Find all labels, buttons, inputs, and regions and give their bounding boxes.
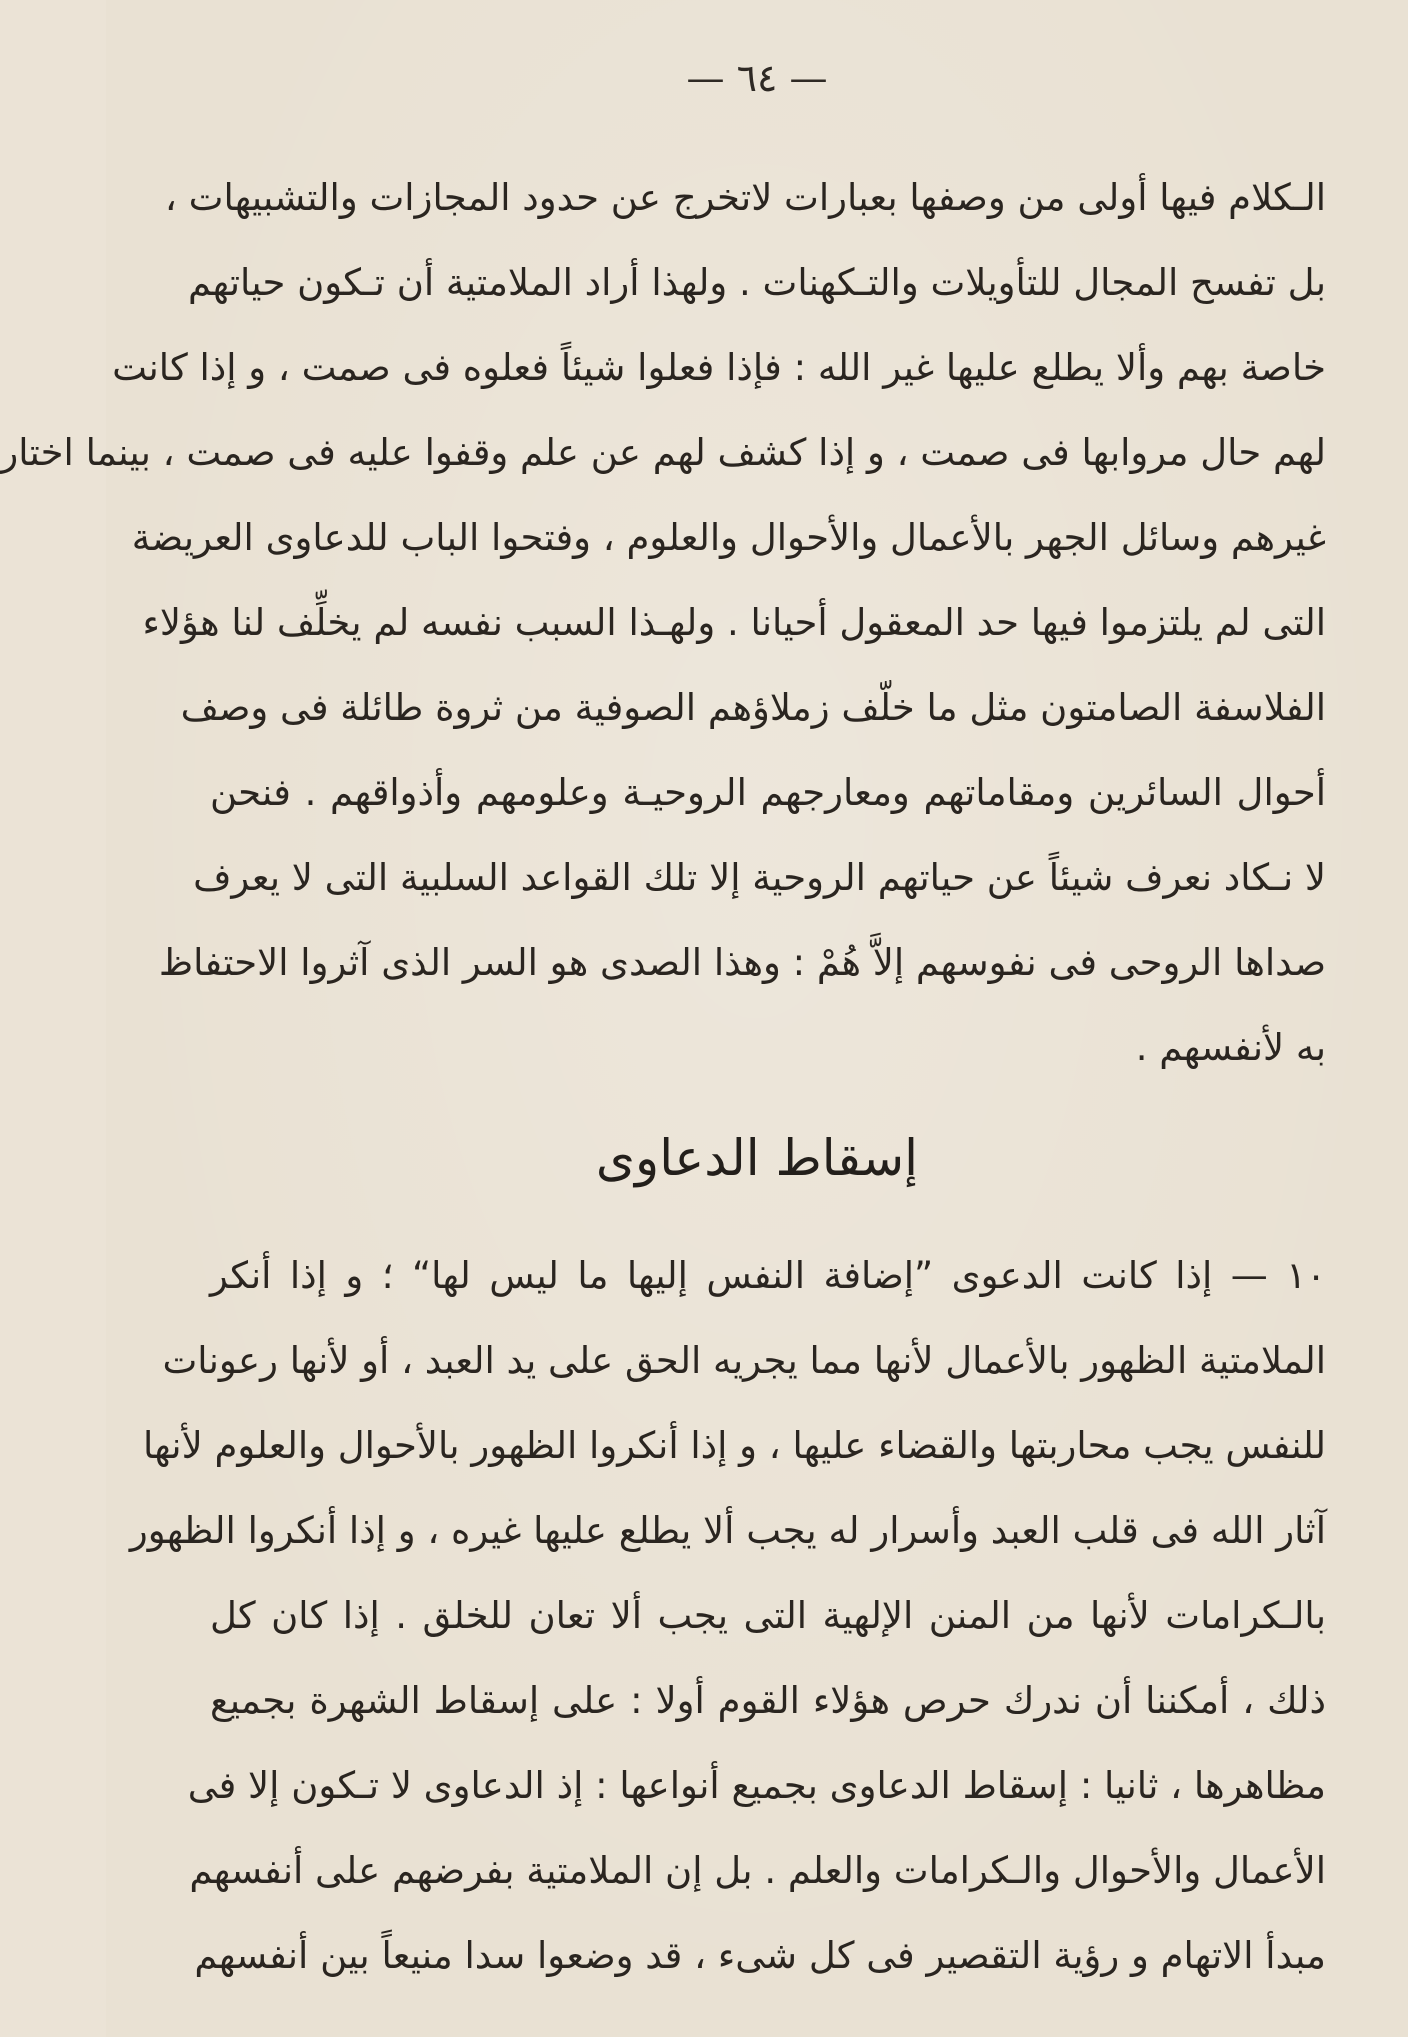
paragraph-line: التى لم يلتزموا فيها حد المعقول أحيانا . ولهـذا السبب نفسه لم يخلِّف لنا هؤلاء	[142, 601, 1326, 644]
paragraph-line: مبدأ الاتهام و رؤية التقصير فى كل شىء ، قد وضعوا سدا منيعاً بين أنفسهم	[194, 1934, 1326, 1977]
paragraph-line: صداها الروحى فى نفوسهم إلاَّ هُمْ : وهذا الصدى هو السر الذى آثروا الاحتفاظ	[158, 941, 1326, 984]
paragraph-line: الفلاسفة الصامتون مثل ما خلّف زملاؤهم الصوفية من ثروة طائلة فى وصف	[180, 686, 1326, 729]
paragraph-line: لهم حال مروابها فى صمت ، و إذا كشف لهم عن علم وقفوا عليه فى صمت ، بينما اختار	[0, 431, 1326, 474]
paragraph-2	[129, 1233, 1326, 1998]
paragraph-line: بالـكرامات لأنها من المنن الإلهية التى يجب ألا تعان للخلق . إذا كان كل	[210, 1594, 1326, 1637]
paragraph-line: غيرهم وسائل الجهر بالأعمال والأحوال والعلوم ، وفتحوا الباب للدعاوى العريضة	[131, 516, 1326, 559]
paragraph-line: ذلك ، أمكننا أن ندرك حرص هؤلاء القوم أولا : على إسقاط الشهرة بجميع	[210, 1679, 1326, 1722]
section-heading: إسقاط الدعاوى	[595, 1129, 919, 1187]
paragraph-line: أحوال السائرين ومقاماتهم ومعارجهم الروحيـة وعلومهم وأذواقهم . فنحن	[210, 771, 1326, 814]
paragraph-line: الـكلام فيها أولى من وصفها بعبارات لاتخرج عن حدود المجازات والتشبيهات ،	[164, 176, 1326, 219]
page-number: — ٦٤ —	[686, 56, 828, 100]
paragraph-line: خاصة بهم وألا يطلع عليها غير الله : فإذا فعلوا شيئاً فعلوه فى صمت ، و إذا كانت	[112, 346, 1326, 389]
paragraph-line: آثار الله فى قلب العبد وأسرار له يجب ألا يطلع عليها غيره ، و إذا أنكروا الظهور	[129, 1509, 1326, 1552]
paragraph-line: الملامتية الظهور بالأعمال لأنها مما يجريه الحق على يد العبد ، أو لأنها رعونات	[162, 1339, 1326, 1382]
paragraph-line: لا نـكاد نعرف شيئاً عن حياتهم الروحية إلا تلك القواعد السلبية التى لا يعرف	[193, 856, 1326, 899]
paragraph-1	[0, 155, 1326, 1090]
paragraph-line: مظاهرها ، ثانيا : إسقاط الدعاوى بجميع أنواعها : إذ الدعاوى لا تـكون إلا فى	[187, 1764, 1326, 1807]
paragraph-line: بل تفسح المجال للتأويلات والتـكهنات . ولهذا أراد الملامتية أن تـكون حياتهم	[188, 261, 1326, 304]
paragraph-line: للنفس يجب محاربتها والقضاء عليها ، و إذا أنكروا الظهور بالأحوال والعلوم لأنها	[142, 1424, 1326, 1467]
paragraph-line: به لأنفسهم .	[1135, 1026, 1326, 1069]
paragraph-line: ١٠ — إذا كانت الدعوى ”إضافة النفس إليها ما ليس لها“ ؛ و إذا أنكر	[210, 1254, 1326, 1297]
paragraph-line: الأعمال والأحوال والـكرامات والعلم . بل إن الملامتية بفرضهم على أنفسهم	[189, 1849, 1326, 1892]
